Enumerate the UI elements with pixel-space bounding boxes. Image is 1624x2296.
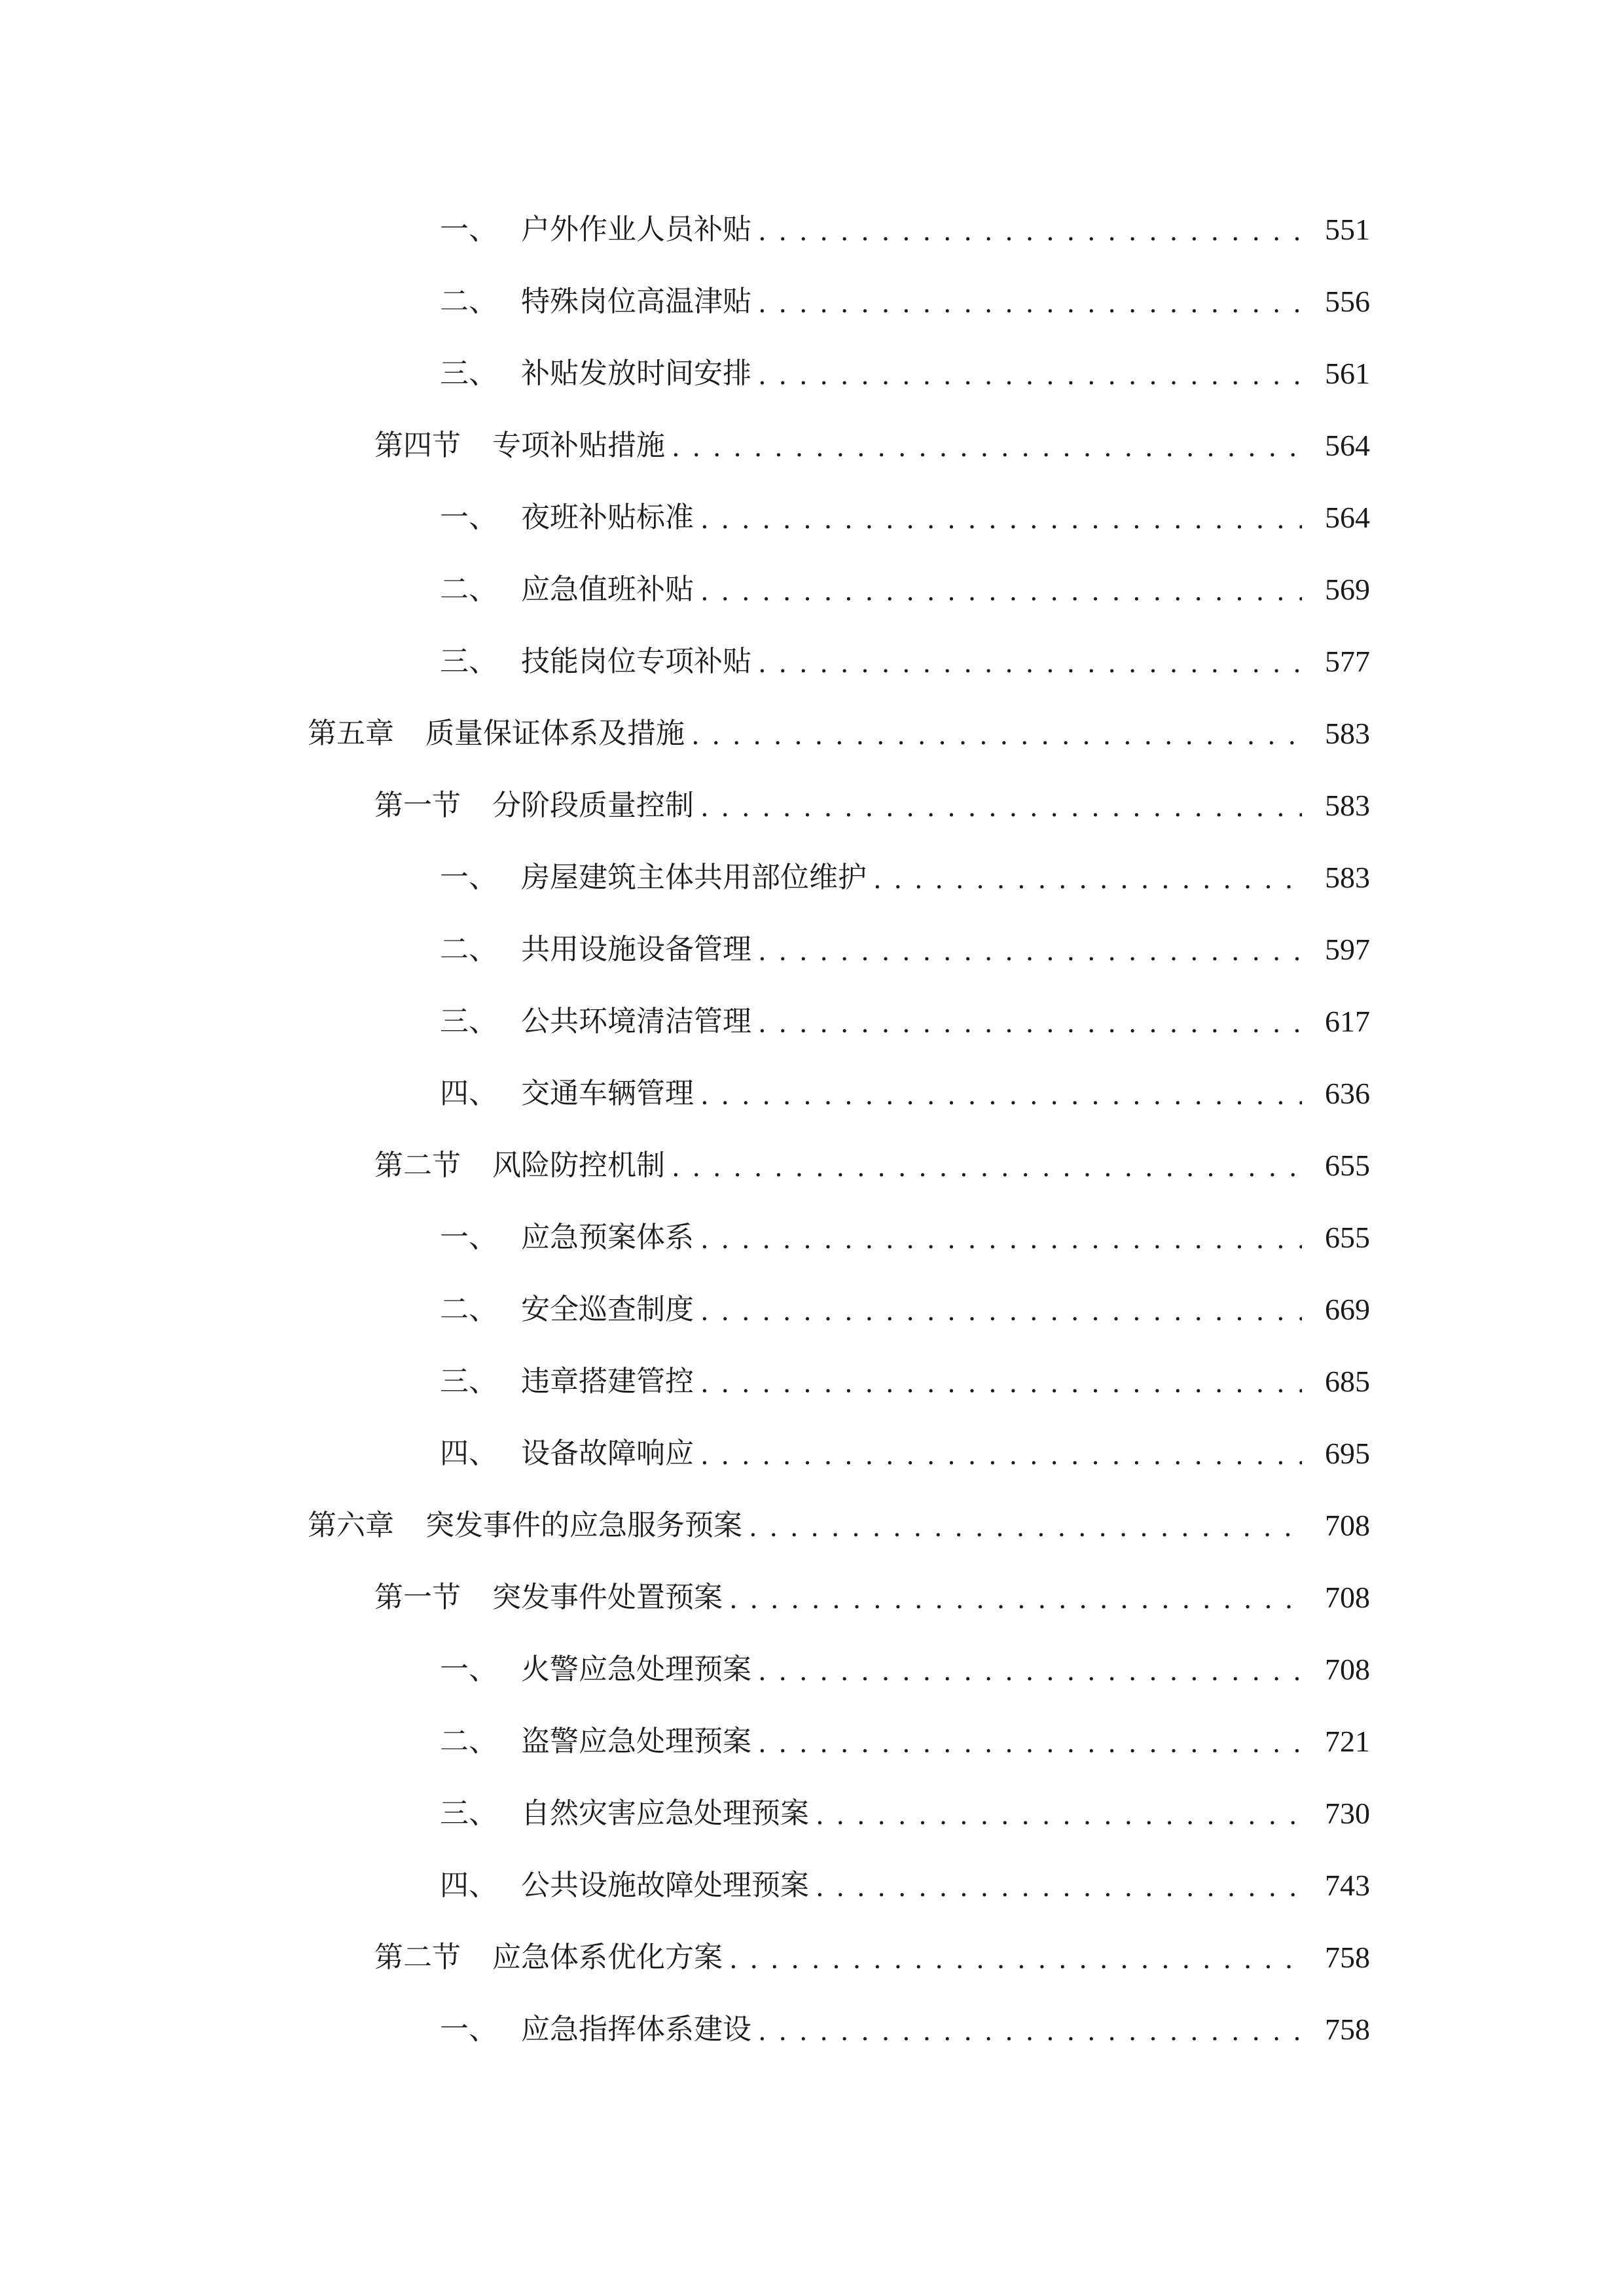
toc-page-number: 556 bbox=[1325, 285, 1370, 318]
toc-entry-title: 公共环境清洁管理 bbox=[521, 1005, 751, 1038]
toc-entry[interactable] bbox=[440, 204, 1370, 256]
toc-entry-title: 特殊岗位高温津贴 bbox=[521, 285, 751, 318]
dot-leader bbox=[672, 420, 1302, 472]
toc-entry-section[interactable] bbox=[374, 1139, 1370, 1192]
toc-page-number: 669 bbox=[1325, 1293, 1370, 1326]
toc-entry-title: 技能岗位专项补贴 bbox=[521, 645, 751, 678]
toc-entry-number: 第四节 bbox=[374, 429, 461, 462]
toc-entry-section[interactable] bbox=[374, 420, 1370, 472]
dot-leader bbox=[691, 708, 1302, 760]
toc-page-number: 708 bbox=[1325, 1509, 1370, 1542]
toc-entry-title: 设备故障响应 bbox=[521, 1437, 694, 1470]
dot-leader bbox=[700, 1067, 1302, 1120]
toc-entry-number: 一、 bbox=[440, 501, 497, 534]
toc-page-number: 583 bbox=[1325, 789, 1370, 822]
toc-entry[interactable] bbox=[440, 636, 1370, 688]
toc-page-number: 655 bbox=[1325, 1149, 1370, 1182]
toc-entry-section[interactable] bbox=[374, 1931, 1370, 1984]
toc-page-number: 564 bbox=[1325, 429, 1370, 462]
toc-entry[interactable] bbox=[440, 564, 1370, 616]
toc-entry[interactable] bbox=[440, 852, 1370, 904]
toc-entry-title: 应急指挥体系建设 bbox=[521, 2013, 751, 2046]
toc-entry-number: 四、 bbox=[440, 1869, 497, 1902]
toc-entry-number: 三、 bbox=[440, 1005, 497, 1038]
toc-entry-title: 交通车辆管理 bbox=[521, 1077, 694, 1110]
toc-entry-number: 三、 bbox=[440, 357, 497, 390]
toc-page-number: 708 bbox=[1325, 1653, 1370, 1686]
dot-leader bbox=[700, 564, 1302, 616]
toc-entry-number: 第一节 bbox=[374, 789, 461, 822]
toc-entry[interactable] bbox=[440, 924, 1370, 976]
toc-entry-title: 违章搭建管控 bbox=[521, 1365, 694, 1398]
dot-leader bbox=[758, 1643, 1302, 1696]
toc-entry-title: 自然灾害应急处理预案 bbox=[521, 1797, 809, 1830]
toc-entry-number: 一、 bbox=[440, 1221, 497, 1254]
toc-entry-number: 四、 bbox=[440, 1437, 497, 1470]
toc-entry-number: 二、 bbox=[440, 933, 497, 966]
toc-entry-title: 应急值班补贴 bbox=[521, 573, 694, 606]
toc-entry[interactable] bbox=[440, 2003, 1370, 2056]
toc-entry[interactable] bbox=[440, 276, 1370, 328]
toc-entry[interactable] bbox=[440, 1643, 1370, 1696]
toc-page-number: 758 bbox=[1325, 2013, 1370, 2046]
toc-entry-title: 应急预案体系 bbox=[521, 1221, 694, 1254]
toc-page-number: 569 bbox=[1325, 573, 1370, 606]
toc-page-number: 561 bbox=[1325, 357, 1370, 390]
toc-entry-title: 房屋建筑主体共用部位维护 bbox=[521, 861, 867, 894]
dot-leader bbox=[816, 1859, 1302, 1912]
toc-entry-title: 盗警应急处理预案 bbox=[521, 1725, 751, 1758]
dot-leader bbox=[700, 492, 1302, 544]
toc-entry[interactable] bbox=[440, 1355, 1370, 1408]
toc-entry[interactable] bbox=[440, 1067, 1370, 1120]
toc-entry-number: 第二节 bbox=[374, 1149, 461, 1182]
toc-entry-number: 三、 bbox=[440, 1797, 497, 1830]
toc-page-number: 708 bbox=[1325, 1581, 1370, 1614]
toc-entry[interactable] bbox=[440, 1427, 1370, 1480]
toc-entry-number: 一、 bbox=[440, 1653, 497, 1686]
dot-leader bbox=[749, 1499, 1302, 1552]
toc-entry-title: 安全巡查制度 bbox=[521, 1293, 694, 1326]
toc-entry-title: 风险防控机制 bbox=[492, 1149, 665, 1182]
toc-page-number: 743 bbox=[1325, 1869, 1370, 1902]
dot-leader bbox=[700, 1427, 1302, 1480]
toc-entry-title: 质量保证体系及措施 bbox=[425, 717, 685, 750]
toc-entry-title: 公共设施故障处理预案 bbox=[521, 1869, 809, 1902]
toc-entry-number: 第五章 bbox=[308, 717, 394, 750]
toc-entry[interactable] bbox=[440, 1787, 1370, 1840]
toc-entry[interactable] bbox=[440, 1859, 1370, 1912]
toc-entry[interactable] bbox=[440, 1715, 1370, 1768]
dot-leader bbox=[873, 852, 1302, 904]
dot-leader bbox=[758, 2003, 1302, 2056]
toc-page-number: 617 bbox=[1325, 1005, 1370, 1038]
toc-entry-title: 专项补贴措施 bbox=[492, 429, 665, 462]
toc-entry[interactable] bbox=[440, 348, 1370, 400]
dot-leader bbox=[758, 636, 1302, 688]
toc-entry-number: 二、 bbox=[440, 285, 497, 318]
toc-page-number: 695 bbox=[1325, 1437, 1370, 1470]
dot-leader bbox=[758, 204, 1302, 256]
toc-page-number: 730 bbox=[1325, 1797, 1370, 1830]
toc-entry-title: 应急体系优化方案 bbox=[492, 1941, 723, 1974]
toc-page-number: 636 bbox=[1325, 1077, 1370, 1110]
toc-entry-number: 二、 bbox=[440, 1293, 497, 1326]
toc-entry-section[interactable] bbox=[374, 780, 1370, 832]
toc-entry-title: 户外作业人员补贴 bbox=[521, 213, 751, 246]
dot-leader bbox=[700, 1355, 1302, 1408]
toc-page-number: 721 bbox=[1325, 1725, 1370, 1758]
toc-entry-title: 突发事件处置预案 bbox=[492, 1581, 723, 1614]
toc-entry-number: 第一节 bbox=[374, 1581, 461, 1614]
dot-leader bbox=[758, 996, 1302, 1048]
toc-page-number: 597 bbox=[1325, 933, 1370, 966]
toc-entry[interactable] bbox=[440, 1211, 1370, 1264]
toc-entry-number: 一、 bbox=[440, 213, 497, 246]
toc-page-number: 551 bbox=[1325, 213, 1370, 246]
toc-entry-number: 一、 bbox=[440, 2013, 497, 2046]
toc-entry-title: 分阶段质量控制 bbox=[492, 789, 694, 822]
toc-page-number: 583 bbox=[1325, 861, 1370, 894]
dot-leader bbox=[700, 780, 1302, 832]
toc-entry-title: 火警应急处理预案 bbox=[521, 1653, 751, 1686]
toc-entry-title: 突发事件的应急服务预案 bbox=[425, 1509, 742, 1542]
dot-leader bbox=[758, 1715, 1302, 1768]
toc-page-number: 655 bbox=[1325, 1221, 1370, 1254]
toc-page-number: 564 bbox=[1325, 501, 1370, 534]
toc-entry-number: 二、 bbox=[440, 573, 497, 606]
dot-leader bbox=[700, 1283, 1302, 1336]
toc-entry-section[interactable] bbox=[374, 1571, 1370, 1624]
toc-entry-chapter[interactable] bbox=[308, 1499, 1370, 1552]
toc-entry[interactable] bbox=[440, 492, 1370, 544]
dot-leader bbox=[729, 1931, 1302, 1984]
dot-leader bbox=[816, 1787, 1302, 1840]
toc-entry-title: 夜班补贴标准 bbox=[521, 501, 694, 534]
dot-leader bbox=[729, 1571, 1302, 1624]
dot-leader bbox=[758, 924, 1302, 976]
toc-entry-number: 第六章 bbox=[308, 1509, 394, 1542]
toc-entry-number: 四、 bbox=[440, 1077, 497, 1110]
toc-entry-chapter[interactable] bbox=[308, 708, 1370, 760]
toc-entry-title: 补贴发放时间安排 bbox=[521, 357, 751, 390]
dot-leader bbox=[758, 348, 1302, 400]
toc-entry[interactable] bbox=[440, 996, 1370, 1048]
toc-entry-number: 第二节 bbox=[374, 1941, 461, 1974]
toc-entry[interactable] bbox=[440, 1283, 1370, 1336]
toc-page-number: 758 bbox=[1325, 1941, 1370, 1974]
toc-entry-number: 一、 bbox=[440, 861, 497, 894]
toc-page-number: 583 bbox=[1325, 717, 1370, 750]
dot-leader bbox=[672, 1139, 1302, 1192]
toc-entry-number: 三、 bbox=[440, 1365, 497, 1398]
toc-entry-number: 三、 bbox=[440, 645, 497, 678]
toc-entry-number: 二、 bbox=[440, 1725, 497, 1758]
toc-entry-title: 共用设施设备管理 bbox=[521, 933, 751, 966]
toc-page-number: 685 bbox=[1325, 1365, 1370, 1398]
dot-leader bbox=[700, 1211, 1302, 1264]
dot-leader bbox=[758, 276, 1302, 328]
toc-page-number: 577 bbox=[1325, 645, 1370, 678]
